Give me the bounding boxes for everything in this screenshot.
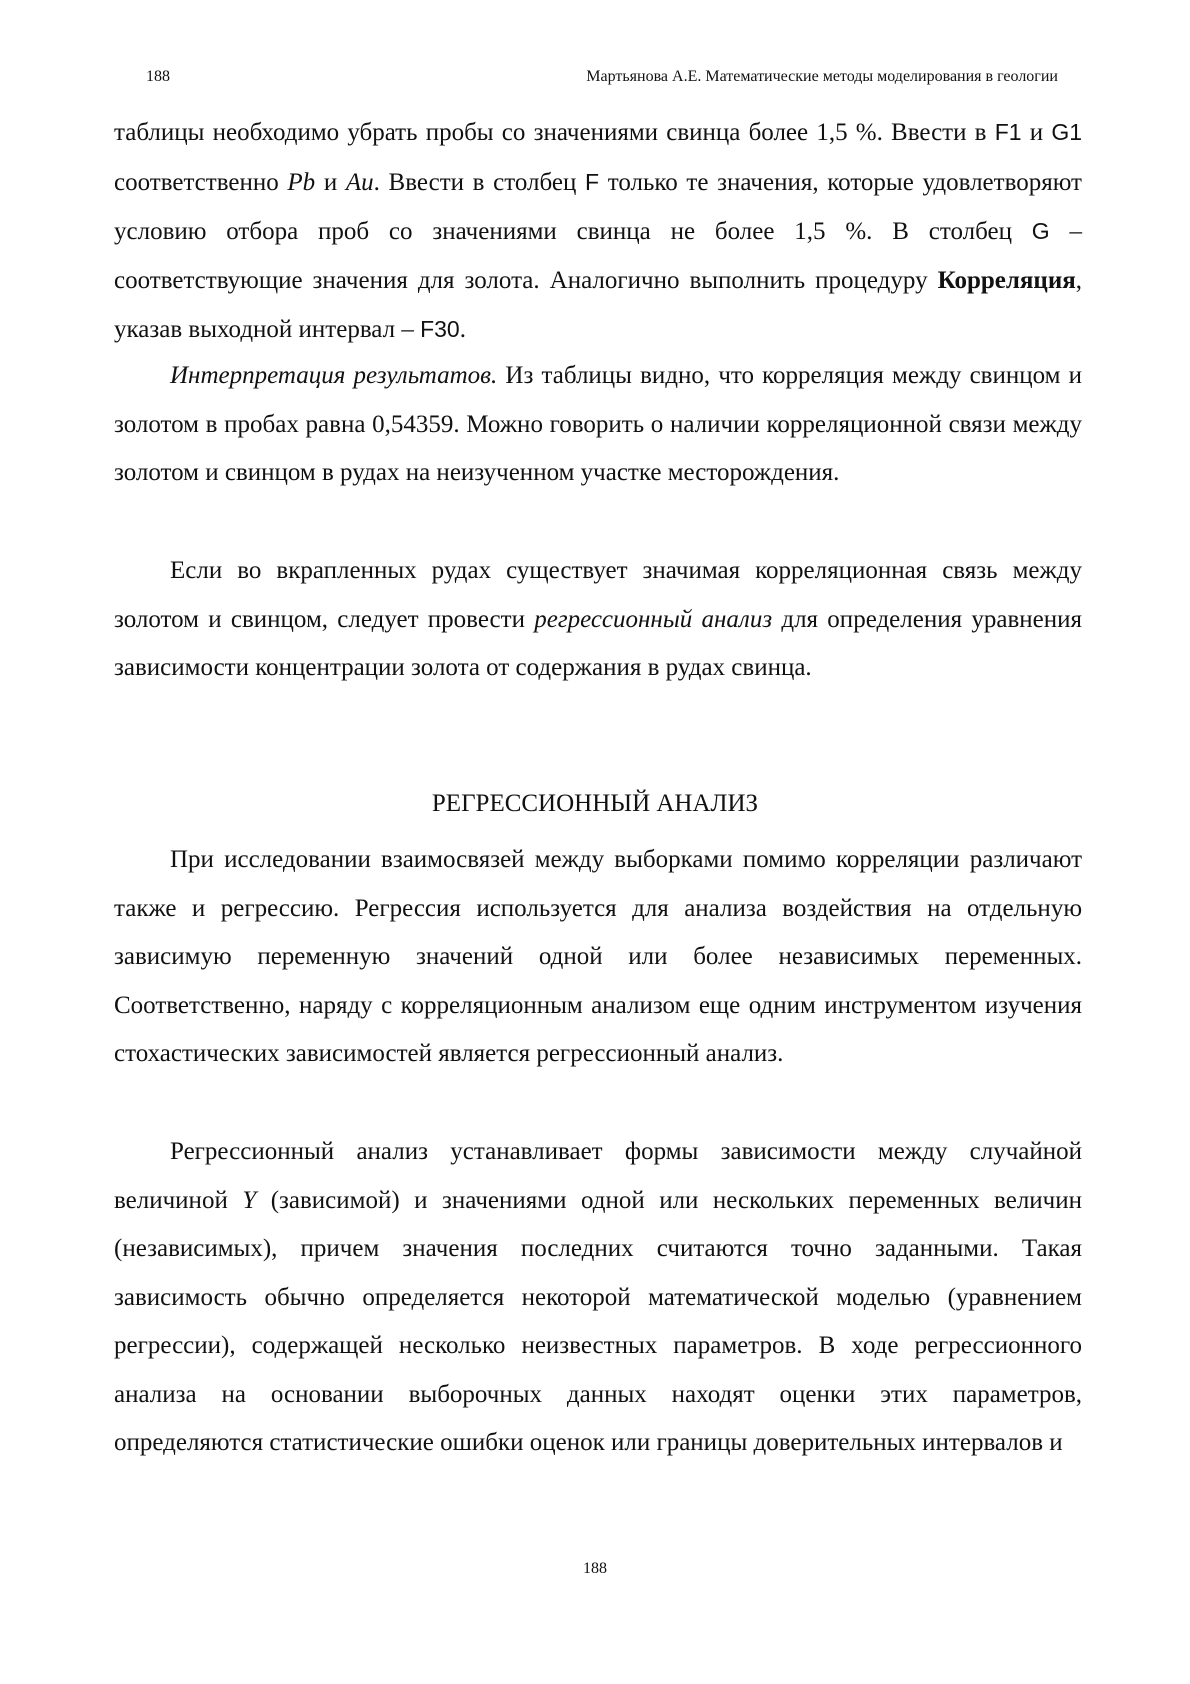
text: и (1021, 119, 1052, 146)
text: для определения уравнения зависимости концентрации золота от содержания в рудах свинца. (114, 605, 1082, 681)
text: , указав выходной интервал – (114, 266, 1082, 343)
header-page-number: 188 (146, 68, 170, 85)
paragraph-interpretation (114, 352, 1082, 498)
header-running-title: Мартьянова А.Е. Математические методы моделирования в геологии (586, 68, 1058, 85)
column-ref-g: G (1031, 218, 1050, 244)
variable-y: Y (242, 1186, 257, 1214)
cell-ref-g1: G1 (1051, 119, 1082, 145)
column-ref-f: F (585, 168, 600, 195)
symbol-pb: Pb (287, 168, 316, 196)
paragraph-regression-intro (114, 547, 1082, 693)
interpretation-label: Интерпретация результатов. (170, 362, 498, 389)
text: (зависимой) и значениями одной или нескольких переменных величин (независимых), причем значения последних считаются точно заданными. Такая зависимость обычно определяется некоторой математической моделью (уравнением регрессии), содержащей несколько неизвестных параметров. В ходе регрессионного анализа на основании выборочных данных находят оценки этих параметров, определяются статистические ошибки оценок или границы доверительных интервалов и (114, 1186, 1083, 1456)
paragraph-regression-definition: При исследовании взаимосвязей между выборками помимо корреляции различают также и регрессию. Регрессия используется для анализа воздействия на отдельную зависимую переменную значений одной или более независимых переменных. Соответственно, наряду с корреляционным анализом еще одним инструментом изучения стохастических зависимостей является регрессионный анализ. (114, 846, 1082, 1067)
paragraph-regression-analysis (114, 1128, 1082, 1468)
text: и (315, 168, 346, 196)
text: . (459, 316, 466, 343)
cell-ref-f1: F1 (994, 119, 1022, 145)
text: Если во вкрапленных рудах существует значимая корреляционная связь между золотом и свинцом, следует провести (114, 557, 1082, 633)
section-heading: РЕГРЕССИОННЫЙ АНАЛИЗ (431, 790, 759, 817)
text: Из таблицы видно, что корреляция между свинцом и золотом в пробах равна 0,54359. Можно говорить о наличии корреляционной связи между золотом и свинцом в рудах на неизученном участке месторождения. (114, 362, 1083, 486)
text: Регрессионный анализ устанавливает формы зависимости между случайной величиной (114, 1138, 1082, 1214)
text: соответственно (114, 168, 288, 196)
text: . Ввести в столбец (373, 168, 585, 196)
footer-page-number: 188 (583, 1560, 607, 1577)
text: таблицы необходимо убрать пробы со значениями свинца более 1,5 %. Ввести в (114, 119, 995, 146)
paragraph-instructions (114, 108, 1082, 355)
procedure-name: Корреляция (937, 266, 1076, 294)
symbol-au: Au (345, 168, 374, 196)
text: – соответствующие значения для золота. Аналогично выполнить процедуру (114, 218, 1082, 294)
text: только те значения, которые удовлетворяют условию отбора проб со значениями свинца не более 1,5 %. В столбец (114, 168, 1082, 245)
term-regression-analysis: регрессионный анализ (534, 605, 773, 633)
cell-ref-f30: F30 (420, 316, 460, 342)
